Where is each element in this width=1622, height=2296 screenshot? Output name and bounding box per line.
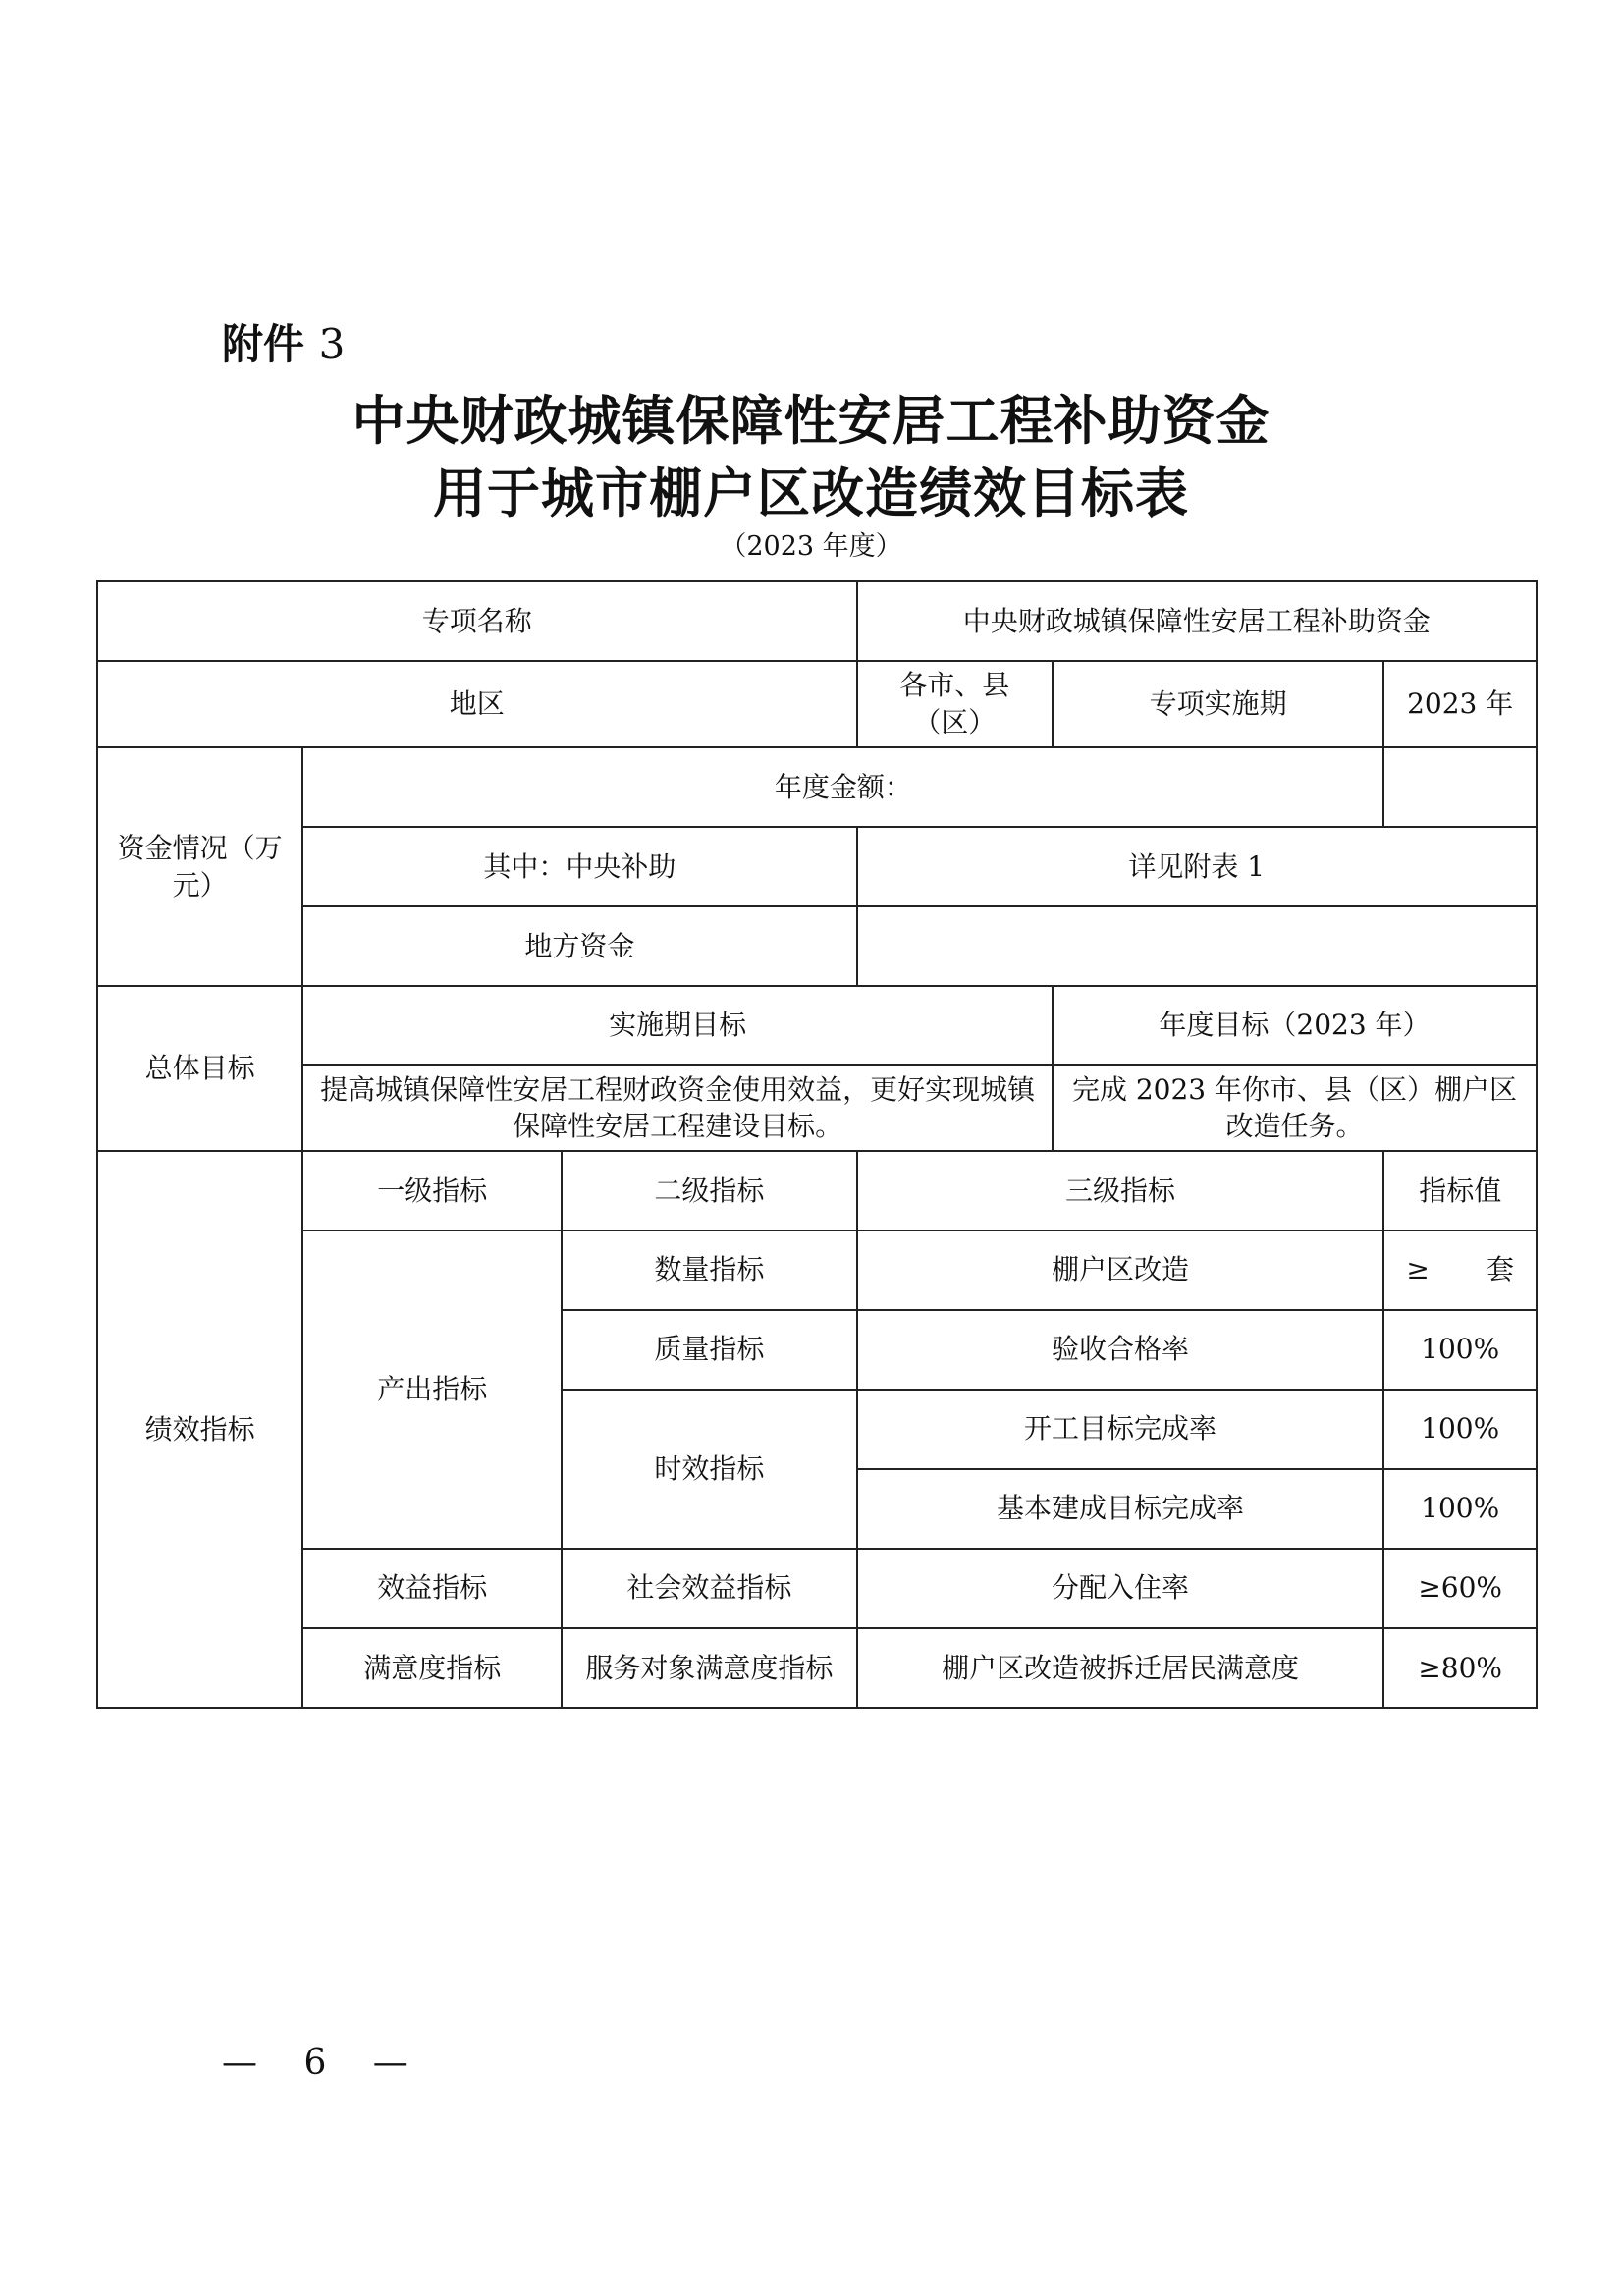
timeliness-item-2: 基本建成目标完成率	[857, 1469, 1384, 1549]
overall-goal-label: 总体目标	[97, 986, 302, 1151]
col-level3: 三级指标	[857, 1151, 1384, 1230]
quality-label: 质量指标	[562, 1310, 856, 1390]
central-subsidy-value: 详见附表 1	[857, 827, 1537, 906]
annual-amount-label: 年度金额：	[302, 747, 1383, 827]
benefit-label: 效益指标	[302, 1549, 562, 1628]
social-benefit-value: ≥60%	[1383, 1549, 1537, 1628]
satisfaction-label: 满意度指标	[302, 1628, 562, 1708]
period-goal-text: 提高城镇保障性安居工程财政资金使用效益，更好实现城镇保障性安居工程建设目标。	[302, 1065, 1053, 1151]
timeliness-label: 时效指标	[562, 1390, 856, 1549]
satisfaction-value: ≥80%	[1383, 1628, 1537, 1708]
title-line-1: 中央财政城镇保障性安居工程补助资金	[351, 389, 1271, 452]
social-benefit-label: 社会效益指标	[562, 1549, 856, 1628]
local-funds-label: 地方资金	[302, 906, 856, 986]
performance-target-table	[96, 580, 1538, 1709]
funds-label: 资金情况（万元）	[97, 747, 302, 986]
annual-goal-text: 完成 2023 年你市、县（区）棚户区改造任务。	[1053, 1065, 1537, 1151]
timeliness-value-1: 100%	[1383, 1390, 1537, 1469]
performance-label: 绩效指标	[97, 1151, 302, 1708]
col-level1: 一级指标	[302, 1151, 562, 1230]
project-name-value: 中央财政城镇保障性安居工程补助资金	[857, 581, 1537, 661]
attachment-label: 附件 3	[222, 320, 346, 368]
region-value: 各市、县（区）	[857, 661, 1053, 747]
annual-goal-header: 年度目标（2023 年）	[1053, 986, 1537, 1065]
year-note: （2023 年度）	[720, 531, 902, 562]
col-level2: 二级指标	[562, 1151, 856, 1230]
quality-value: 100%	[1383, 1310, 1537, 1390]
period-goal-header: 实施期目标	[302, 986, 1053, 1065]
quantity-label: 数量指标	[562, 1230, 856, 1310]
satisfaction-item: 棚户区改造被拆迁居民满意度	[857, 1628, 1384, 1708]
page-number: — 6 —	[222, 2043, 426, 2083]
period-value: 2023 年	[1383, 661, 1537, 747]
project-name-label: 专项名称	[97, 581, 857, 661]
col-value: 指标值	[1383, 1151, 1537, 1230]
quantity-value: ≥ 套	[1383, 1230, 1537, 1310]
annual-amount-value	[1383, 747, 1537, 827]
quantity-item: 棚户区改造	[857, 1230, 1384, 1310]
quality-item: 验收合格率	[857, 1310, 1384, 1390]
period-label: 专项实施期	[1053, 661, 1383, 747]
output-label: 产出指标	[302, 1230, 562, 1549]
title-line-2: 用于城市棚户区改造绩效目标表	[433, 462, 1189, 524]
local-funds-value	[857, 906, 1537, 986]
central-subsidy-label: 其中：中央补助	[302, 827, 856, 906]
service-satisfaction-label: 服务对象满意度指标	[562, 1628, 856, 1708]
timeliness-value-2: 100%	[1383, 1469, 1537, 1549]
social-benefit-item: 分配入住率	[857, 1549, 1384, 1628]
region-label: 地区	[97, 661, 857, 747]
timeliness-item-1: 开工目标完成率	[857, 1390, 1384, 1469]
